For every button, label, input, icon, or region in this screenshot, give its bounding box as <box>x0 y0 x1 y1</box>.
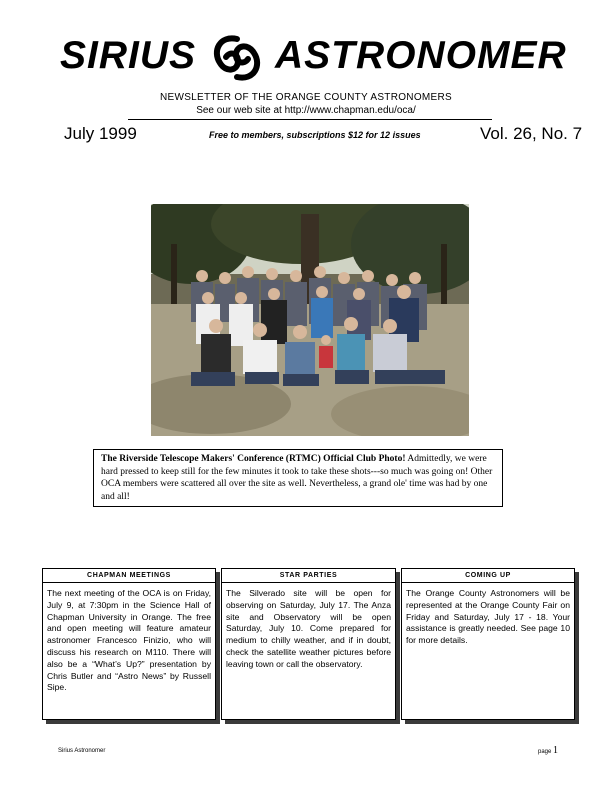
column-heading: COMING UP <box>465 572 511 579</box>
column-body: The Orange County Astronomers will be represented at the Orange County Fair on Friday and Saturday, July 17 - 18. Your assistance is greatly needed. See page 10 for more details. <box>406 588 570 646</box>
column-body: The Silverado site will be open for observing on Saturday, July 17. The Anza site and Observatory will be open Saturday, July 10. Come prepared for medium to chilly weather, and if in doubt, check the satellite weather pictures before leaving town or call the observatory. <box>226 588 391 669</box>
star-parties-box <box>221 568 396 720</box>
column-heading: STAR PARTIES <box>279 572 338 579</box>
page-number: 1 <box>553 745 559 756</box>
masthead-title-right: ASTRONOMER <box>275 34 567 77</box>
footer-page <box>538 745 558 756</box>
photo-caption <box>93 449 503 507</box>
website-line: See our web site at http://www.chapman.edu/oca/ <box>196 105 416 116</box>
column-heading-rule <box>222 582 395 583</box>
column-heading-rule <box>43 582 215 583</box>
chapman-meetings-box <box>42 568 216 720</box>
coming-up-box <box>401 568 575 720</box>
column-heading-rule <box>402 582 574 583</box>
footer-publication: Sirius Astronomer <box>58 748 106 754</box>
page-label: page <box>538 749 552 755</box>
newsletter-subtitle: NEWSLETTER OF THE ORANGE COUNTY ASTRONOMERS <box>159 92 452 103</box>
masthead-title-left: SIRIUS <box>60 34 197 77</box>
column-body: The next meeting of the OCA is on Friday, July 9, at 7:30pm in the Science Hall of Chapman University in Orange. The free and open meeting will feature amateur astronomer Francesco Finizio, who will discuss his research on M110. There will also be a “What’s Up?” presentation by Chris Butler and “Astro News” by Russell Sipe. <box>47 588 211 693</box>
header-rule <box>128 119 492 120</box>
club-group-photo <box>151 204 469 436</box>
issue-date: July 1999 <box>64 124 137 143</box>
issue-volume: Vol. 26, No. 7 <box>480 124 583 143</box>
column-heading: CHAPMAN MEETINGS <box>87 572 171 579</box>
subscription-note: Free to members, subscriptions $12 for 12 issues <box>209 130 421 140</box>
oca-logo-icon <box>208 33 266 83</box>
caption-title: The Riverside Telescope Makers' Conference (RTMC) Official Club Photo! <box>101 454 406 464</box>
caption-text: Admittedly, we were hard pressed to keep still for the few minutes it took to take these shots---so much was going on! Other OCA members were scattered all over the site as well. Nevertheless, a grand ole' time was had by one and all! <box>101 454 493 502</box>
